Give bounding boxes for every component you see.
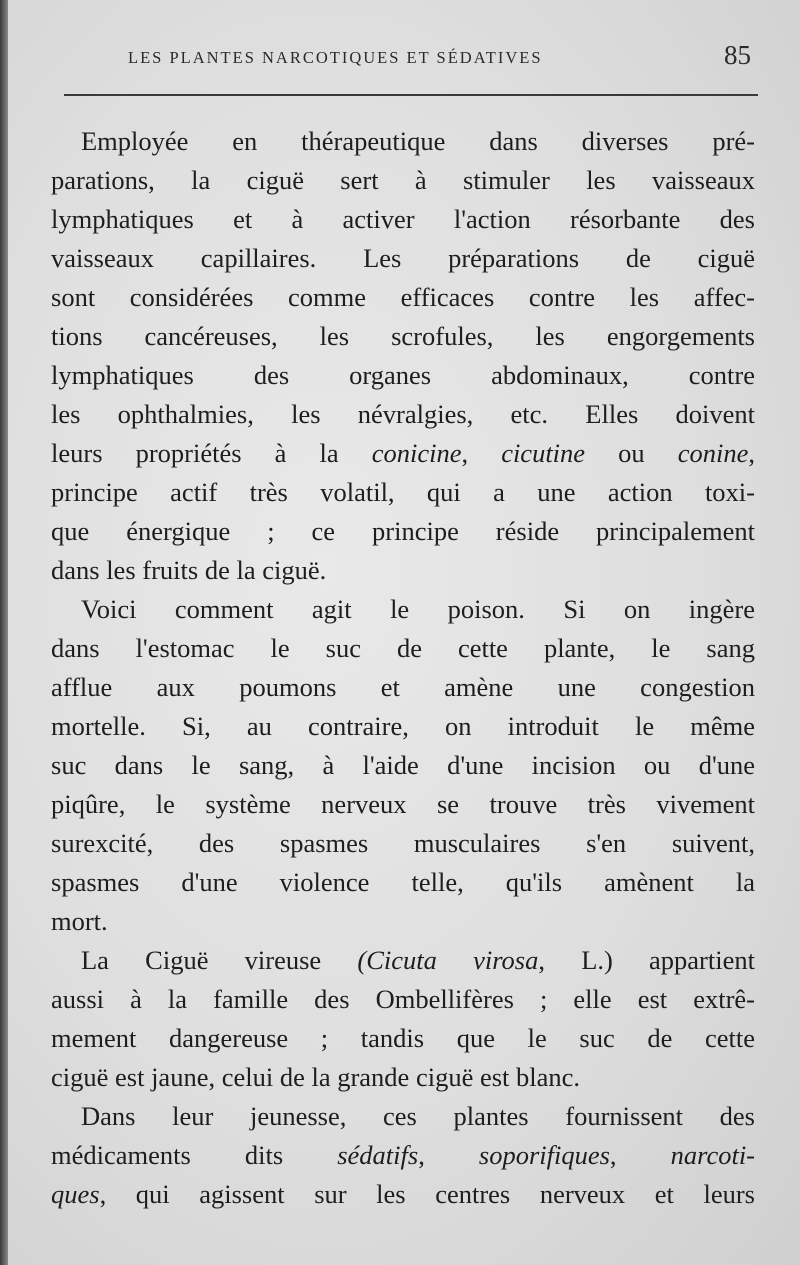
text-line: sont considérées comme efficaces contre les affec- [51, 282, 755, 312]
text-run: , [461, 438, 502, 468]
text-run: La Ciguë vireuse [81, 945, 358, 975]
text-line: vaisseaux capillaires. Les préparations de ciguë [51, 243, 755, 273]
text-line: piqûre, le système nerveux se trouve très vivement [51, 789, 755, 819]
text-line: spasmes d'une violence telle, qu'ils amènent la [51, 867, 755, 897]
text-line: parations, la ciguë sert à stimuler les vaisseaux [51, 165, 755, 195]
text-line: dans l'estomac le suc de cette plante, le sang [51, 633, 755, 663]
italic-term: sédatifs [337, 1140, 419, 1170]
text-line: surexcité, des spasmes musculaires s'en suivent, [51, 828, 755, 858]
text-line: que énergique ; ce principe réside principalement [51, 516, 755, 546]
text-line-with-italics [51, 434, 755, 473]
text-line-with-italics [51, 941, 755, 980]
italic-term: ques [51, 1179, 100, 1209]
italic-term: soporifiques [478, 1140, 610, 1170]
text-run: , [609, 1140, 671, 1170]
text-line: ciguë est jaune, celui de la grande ciguë est blanc. [51, 1062, 581, 1092]
text-line: lymphatiques des organes abdominaux, contre [51, 360, 755, 390]
italic-term: conicine [371, 438, 462, 468]
text-line: Voici comment agit le poison. Si on ingère [81, 594, 755, 624]
text-line: mement dangereuse ; tandis que le suc de cette [51, 1023, 755, 1053]
page-edge [0, 0, 8, 1265]
italic-term: cicutine [501, 438, 586, 468]
text-line: principe actif très volatil, qui a une action toxi- [51, 477, 755, 507]
text-run: ou [585, 438, 678, 468]
page-number: 85 [724, 40, 751, 70]
text-line: mortelle. Si, au contraire, on introduit le même [51, 711, 755, 741]
text-line: afflue aux poumons et amène une congestion [51, 672, 755, 702]
text-line: aussi à la famille des Ombellifères ; elle est extrê- [51, 984, 755, 1014]
text-run: , qui agissent sur les centres nerveux et leurs [99, 1179, 755, 1209]
text-line: lymphatiques et à activer l'action résorbante des [51, 204, 755, 234]
running-title: LES PLANTES NARCOTIQUES ET SÉDATIVES [128, 48, 543, 67]
text-run: leurs propriétés à la [51, 438, 372, 468]
text-run: , [748, 438, 755, 468]
text-line: mort. [51, 906, 108, 936]
text-run: , L.) appartient [538, 945, 755, 975]
body-text [51, 122, 755, 1214]
text-line-with-italics [51, 1136, 755, 1175]
text-run: , [418, 1140, 479, 1170]
header-rule [64, 94, 758, 96]
italic-term: narcoti- [670, 1140, 756, 1170]
text-run: médicaments dits [51, 1140, 338, 1170]
text-line: les ophthalmies, les névralgies, etc. Elles doivent [51, 399, 755, 429]
text-line: suc dans le sang, à l'aide d'une incision ou d'une [51, 750, 755, 780]
text-line: Dans leur jeunesse, ces plantes fournissent des [81, 1101, 755, 1131]
italic-term: conine [677, 438, 749, 468]
text-line: tions cancéreuses, les scrofules, les engorgements [51, 321, 755, 351]
book-page [8, 0, 800, 1265]
text-line-with-italics [51, 1175, 755, 1214]
italic-term: (Cicuta virosa [357, 945, 539, 975]
text-line: Employée en thérapeutique dans diverses pré- [81, 126, 755, 156]
text-line: dans les fruits de la ciguë. [51, 555, 327, 585]
